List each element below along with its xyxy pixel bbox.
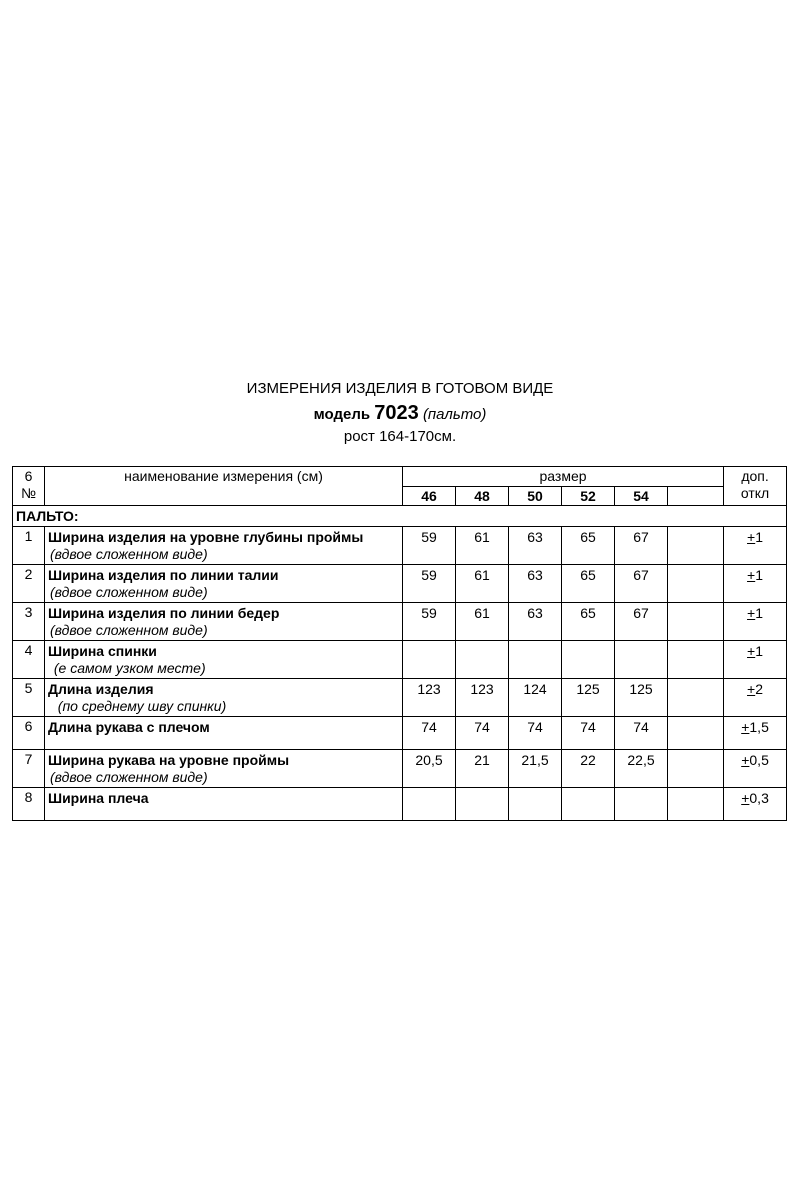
- size-column-header: [403, 467, 724, 487]
- tolerance-cell: [724, 527, 787, 565]
- document-title: ИЗМЕРЕНИЯ ИЗДЕЛИЯ В ГОТОВОМ ВИДЕ: [246, 380, 554, 397]
- size-value-cell: 61: [456, 527, 509, 565]
- size-value-cell: 63: [509, 527, 562, 565]
- plus-minus-sign: +: [747, 529, 756, 545]
- size-header-cell: 50: [509, 487, 562, 506]
- size-value-cell: 125: [562, 679, 615, 717]
- tolerance-value: 1: [755, 605, 764, 621]
- size-value-cell: 74: [509, 717, 562, 750]
- measurement-row: [13, 788, 787, 821]
- measurement-row: [13, 527, 787, 565]
- measurement-name-cell: [45, 603, 403, 641]
- measurement-name-cell: [45, 679, 403, 717]
- tolerance-value: 0,5: [749, 752, 769, 768]
- tolerance-column-header: [724, 467, 787, 506]
- size-value-cell: 125: [615, 679, 668, 717]
- measurement-name: Ширина изделия на уровне глубины проймы: [48, 529, 364, 545]
- tolerance-cell: [724, 788, 787, 821]
- size-value-cell: [403, 641, 456, 679]
- size-value-cell: 63: [509, 603, 562, 641]
- measurement-note: (вдвое сложенном виде): [50, 622, 208, 638]
- row-number: 1: [13, 527, 45, 565]
- size-value-cell: 74: [456, 717, 509, 750]
- measurement-name: Длина рукава с плечом: [48, 719, 210, 735]
- size-value-cell: [668, 679, 724, 717]
- size-value-cell: 67: [615, 527, 668, 565]
- plus-minus-sign: +: [741, 790, 750, 806]
- measurement-name-cell: [45, 717, 403, 750]
- measurement-row: [13, 565, 787, 603]
- name-column-header: [45, 467, 403, 506]
- row-number: 7: [13, 750, 45, 788]
- tolerance-value: 0,3: [749, 790, 769, 806]
- model-line: [0, 401, 800, 426]
- plus-minus-sign: +: [741, 752, 750, 768]
- measurement-name: Ширина рукава на уровне проймы: [48, 752, 290, 768]
- measurement-note: (вдвое сложенном виде): [50, 546, 208, 562]
- tolerance-value: 1,5: [749, 719, 769, 735]
- size-value-cell: [456, 788, 509, 821]
- measurement-note: (по среднему шву спинки): [50, 698, 227, 714]
- size-value-cell: [456, 641, 509, 679]
- size-header-cell: 48: [456, 487, 509, 506]
- size-value-cell: 65: [562, 603, 615, 641]
- size-value-cell: [668, 527, 724, 565]
- measurement-note: (е самом узком месте): [50, 660, 206, 676]
- row-number: 4: [13, 641, 45, 679]
- size-value-cell: [403, 788, 456, 821]
- size-value-cell: [668, 641, 724, 679]
- size-value-cell: 61: [456, 603, 509, 641]
- size-value-cell: 59: [403, 565, 456, 603]
- tolerance-value: 1: [755, 529, 764, 545]
- measurement-name: Длина изделия: [48, 681, 154, 697]
- height-range: рост 164-170см.: [343, 427, 457, 445]
- size-value-cell: 74: [562, 717, 615, 750]
- row-number: 2: [13, 565, 45, 603]
- document-heading: [0, 380, 800, 447]
- number-column-header: [13, 467, 45, 506]
- size-header-cell: [668, 487, 724, 506]
- row-number: 6: [13, 717, 45, 750]
- number-header-bottom: №: [20, 485, 37, 501]
- model-number: 7023: [374, 401, 419, 424]
- measurement-note: (вдвое сложенном виде): [50, 769, 208, 785]
- size-value-cell: 74: [403, 717, 456, 750]
- size-value-cell: [509, 641, 562, 679]
- size-value-cell: 61: [456, 565, 509, 603]
- tolerance-value: 1: [755, 643, 764, 659]
- plus-minus-sign: +: [747, 643, 756, 659]
- size-value-cell: [562, 641, 615, 679]
- tolerance-cell: [724, 641, 787, 679]
- size-value-cell: 59: [403, 603, 456, 641]
- size-value-cell: [615, 788, 668, 821]
- measurement-row: [13, 641, 787, 679]
- size-value-cell: [509, 788, 562, 821]
- size-value-cell: 21,5: [509, 750, 562, 788]
- measurement-name-cell: [45, 788, 403, 821]
- row-number: 8: [13, 788, 45, 821]
- measurement-note: (вдвое сложенном виде): [50, 584, 208, 600]
- section-title: ПАЛЬТО:: [13, 506, 787, 527]
- tolerance-cell: [724, 679, 787, 717]
- size-value-cell: [668, 717, 724, 750]
- size-header-cell: 52: [562, 487, 615, 506]
- measurement-name: Ширина изделия по линии талии: [48, 567, 279, 583]
- measurement-row: [13, 679, 787, 717]
- row-number: 5: [13, 679, 45, 717]
- measurement-row: [13, 717, 787, 750]
- size-value-cell: 63: [509, 565, 562, 603]
- size-value-cell: [668, 788, 724, 821]
- tolerance-value: 2: [755, 681, 764, 697]
- size-value-cell: 20,5: [403, 750, 456, 788]
- tolerance-header-top: доп.: [741, 468, 769, 484]
- model-label: модель: [313, 405, 371, 423]
- measurement-name-cell: [45, 641, 403, 679]
- size-value-cell: [668, 603, 724, 641]
- section-row: [13, 506, 787, 527]
- size-value-cell: 22,5: [615, 750, 668, 788]
- measurement-name-cell: [45, 527, 403, 565]
- size-value-cell: 22: [562, 750, 615, 788]
- measurement-name: Ширина плеча: [48, 790, 149, 806]
- size-value-cell: 123: [456, 679, 509, 717]
- size-header-cell: 46: [403, 487, 456, 506]
- name-header-label: наименование измерения (см): [124, 468, 323, 484]
- measurement-row: [13, 750, 787, 788]
- size-value-cell: [615, 641, 668, 679]
- size-value-cell: 124: [509, 679, 562, 717]
- model-type: (пальто): [422, 405, 487, 423]
- size-value-cell: 65: [562, 527, 615, 565]
- tolerance-cell: [724, 603, 787, 641]
- measurement-row: [13, 603, 787, 641]
- measurements-table: [12, 466, 787, 821]
- size-header-label: размер: [539, 468, 587, 484]
- size-value-cell: 123: [403, 679, 456, 717]
- number-header-top: 6: [24, 468, 33, 484]
- size-value-cell: [668, 750, 724, 788]
- size-value-cell: 65: [562, 565, 615, 603]
- header-row: [13, 467, 787, 487]
- plus-minus-sign: +: [747, 567, 756, 583]
- row-number: 3: [13, 603, 45, 641]
- measurement-name: Ширина изделия по линии бедер: [48, 605, 280, 621]
- tolerance-header-bottom: откл: [740, 485, 770, 501]
- measurement-name: Ширина спинки: [48, 643, 157, 659]
- tolerance-cell: [724, 750, 787, 788]
- tolerance-cell: [724, 565, 787, 603]
- plus-minus-sign: +: [741, 719, 750, 735]
- size-value-cell: 59: [403, 527, 456, 565]
- size-value-cell: 21: [456, 750, 509, 788]
- size-value-cell: [562, 788, 615, 821]
- size-value-cell: [668, 565, 724, 603]
- size-value-cell: 67: [615, 603, 668, 641]
- measurement-name-cell: [45, 565, 403, 603]
- size-header-cell: 54: [615, 487, 668, 506]
- plus-minus-sign: +: [747, 605, 756, 621]
- plus-minus-sign: +: [747, 681, 756, 697]
- measurement-name-cell: [45, 750, 403, 788]
- tolerance-cell: [724, 717, 787, 750]
- tolerance-value: 1: [755, 567, 764, 583]
- size-value-cell: 67: [615, 565, 668, 603]
- size-value-cell: 74: [615, 717, 668, 750]
